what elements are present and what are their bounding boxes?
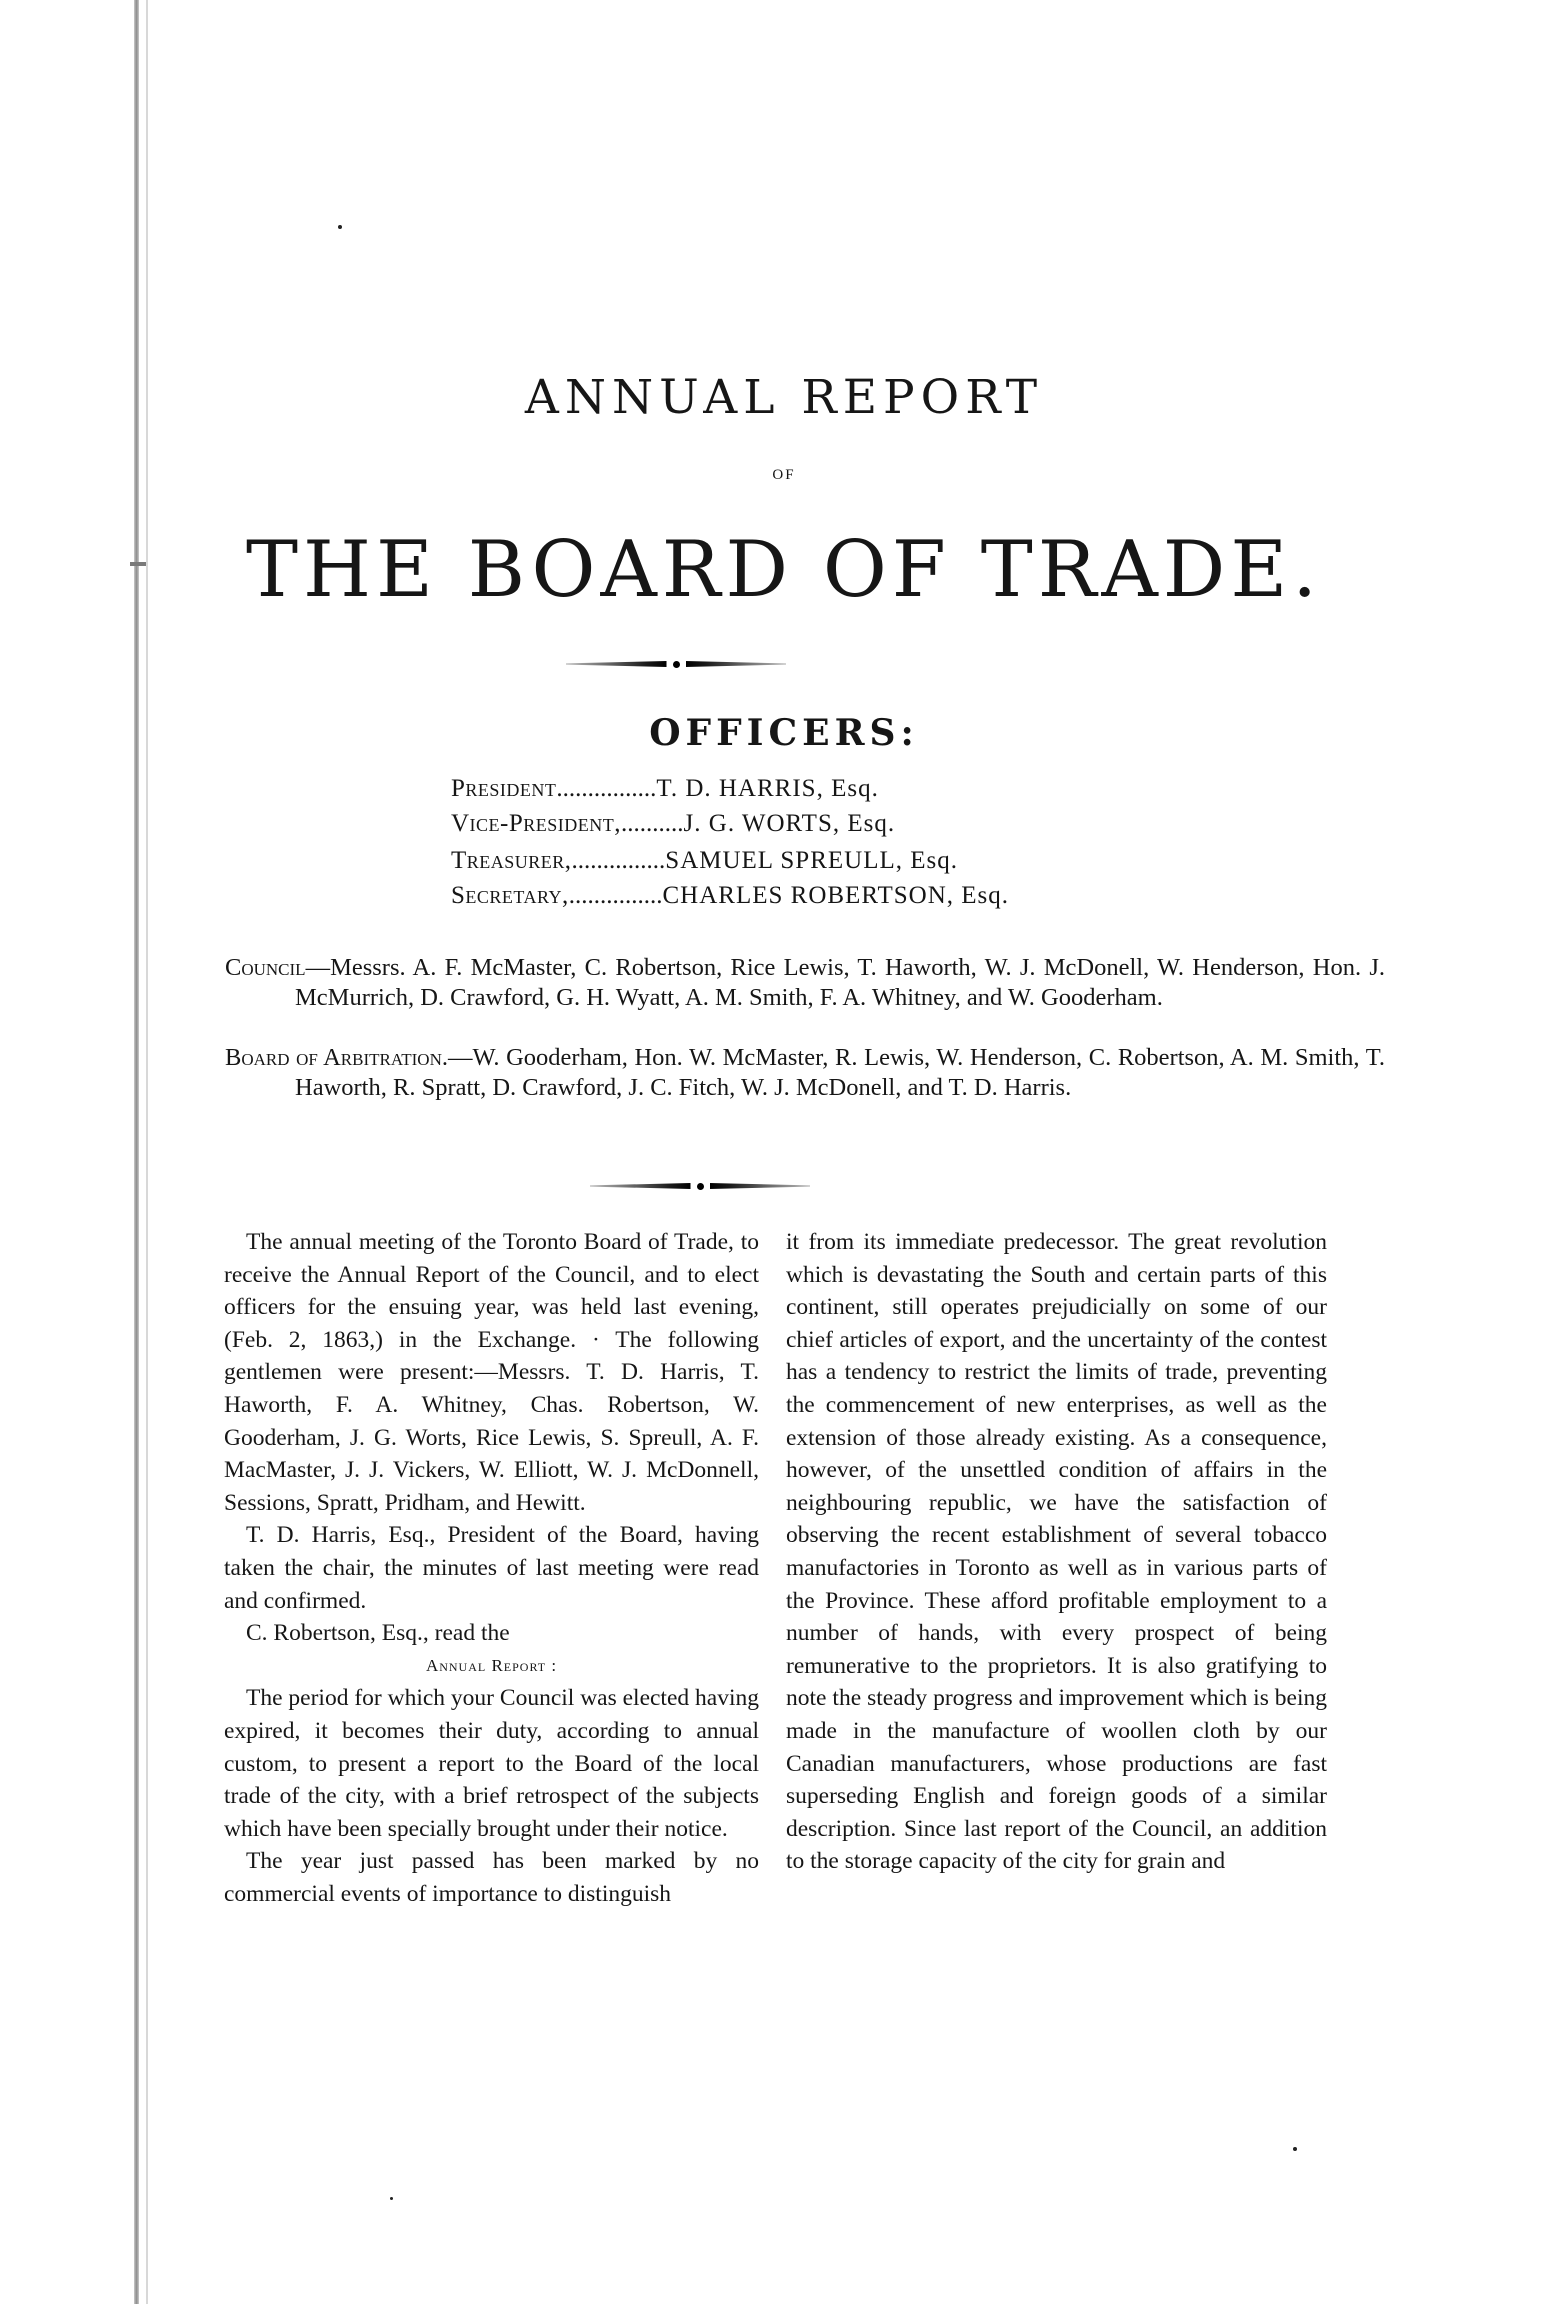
paragraph: C. Robertson, Esq., read the [246,1620,510,1647]
officer-leader-dots: ............... [571,847,666,874]
paragraph: The period for which your Council was elected having expired, it becomes their duty, according to annual custom, to present a report to the Board of the local trade of the city, with a brief retrospect of the subjects which have been specially brought under their notice. [224,1685,759,1842]
officer-name: T. D. HARRIS, Esq. [656,775,879,802]
council-label: Council [225,954,306,981]
officer-row-treasurer [451,847,958,875]
board-of-arbitration [225,1043,1385,1103]
officer-row-president [451,775,879,803]
officer-name: SAMUEL SPREULL, Esq. [665,847,959,874]
officer-role: Secretary, [451,882,569,909]
paper-speck [390,2197,393,2200]
officers-heading: OFFICERS: [649,712,919,754]
paragraph: The annual meeting of the Toronto Board of Trade, to receive the Annual Report of the Council, and to elect officers for the ensuing year, was held last evening, (Feb. 2, 1863,) in the Exchange. · The following gentlemen were present:—Messrs. T. D. Harris, T. Haworth, F. A. Whitney, Chas. Robertson, W. Gooderham, J. G. Worts, Rice Lewis, S. Spreull, A. F. MacMaster, J. J. Vickers, W. Elliott, W. J. McDonnell, Sessions, Spratt, Pridham, and Hewitt. [224,1229,759,1516]
ornament-divider [590,1179,810,1193]
report-title-of: OF [772,467,796,483]
arbitration-text: .—W. Gooderham, Hon. W. McMaster, R. Lewis, W. Henderson, C. Robertson, A. M. Smith, T. Haworth, R. Spratt, D. Crawford, J. C. Fitch, W. J. McDonell, and T. D. Harris. [295,1044,1385,1101]
paragraph: The year just passed has been marked by no commercial events of importance to distinguish [224,1848,759,1907]
officer-leader-dots: ................ [556,775,657,802]
officer-row-secretary [451,882,1009,910]
annual-report-subheading: Annual Report : [425,1655,558,1675]
officer-role: Vice-President, [451,810,622,837]
paragraph: T. D. Harris, Esq., President of the Board, having taken the chair, the minutes of last meeting were read and confirmed. [224,1522,759,1614]
officer-role: Treasurer, [451,847,572,874]
arbitration-label: Board of Arbitration [225,1044,442,1071]
officer-name: J. G. WORTS, Esq. [683,810,896,837]
officer-leader-dots: ............... [568,882,663,909]
paper-speck [1293,2147,1297,2151]
report-title-annual: ANNUAL REPORT [524,370,1044,425]
council-text: —Messrs. A. F. McMaster, C. Robertson, Rice Lewis, T. Haworth, W. J. McDonell, W. Henderson, Hon. J. McMurrich, D. Crawford, G. H. Wyatt, A. M. Smith, F. A. Whitney, and W. Gooderham. [295,954,1385,1011]
officer-role: President [451,775,557,802]
body-column-left [224,1226,759,1910]
officer-leader-dots: .......... [621,810,684,837]
officer-row-vice-president [451,810,895,838]
page-binding-edge [134,0,139,2304]
officer-name: CHARLES ROBERTSON, Esq. [662,882,1010,909]
council-members [225,953,1385,1013]
body-column-right [786,1226,1327,1878]
ornament-divider [566,657,786,671]
page-binding-shadow [146,0,148,2304]
paper-speck [338,225,342,229]
report-title-board: THE BOARD OF TRADE. [245,525,1323,615]
paragraph: it from its immediate predecessor. The great revolution which is devastating the South and certain parts of this continent, still operates prejudicially on some of our chief articles of export, and the uncertainty of the contest has a tendency to restrict the limits of trade, preventing the commencement of new enterprises, as well as the extension of those already existing. As a consequence, however, of the unsettled condition of affairs in the neighbouring republic, we have the satisfaction of observing the recent establishment of several tobacco manufactories in Toronto as well as in various parts of the Province. These afford profitable employment to a number of hands, with every prospect of being remunerative to the proprietors. It is also gratifying to note the steady progress and improvement which is being made in the manufacture of woollen cloth by our Canadian manufacturers, whose productions are fast superseding English and foreign goods of a similar description. Since last report of the Council, an addition to the storage capacity of the city for grain and [786,1229,1327,1875]
